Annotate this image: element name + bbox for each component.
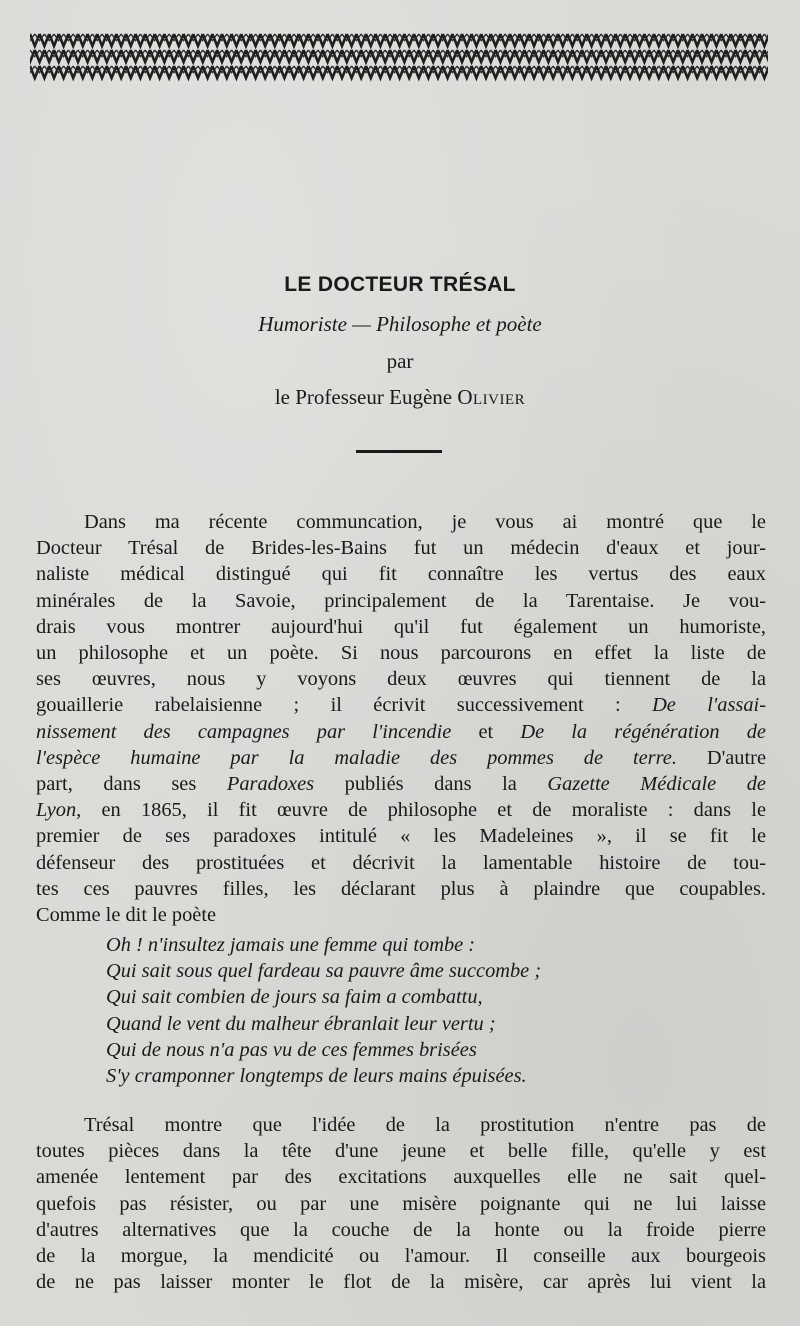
text-line (36, 797, 766, 823)
paragraph-2 (36, 1112, 766, 1295)
poem-verse: Oh ! n'insultez jamais une femme qui tombe : (106, 934, 476, 956)
text-line: Trésal montre que l'idée de la prostitution n'entre pas de (84, 1114, 766, 1136)
text-run: en 1865, il fit œuvre de philosophe et de moraliste : dans le (81, 799, 766, 822)
text-line: d'autres alternatives que la couche de la honte ou la froide pierre (36, 1218, 766, 1241)
author-surname: Olivier (457, 385, 526, 409)
text-line: de la morgue, la mendicité ou l'amour. Il conseille aux bourgeois (36, 1245, 766, 1268)
byline-par: par (386, 349, 414, 373)
article-title: LE DOCTEUR TRÉSAL (284, 273, 516, 296)
work-title-italic: Paradoxes (226, 773, 315, 796)
text-line: minérales de la Savoie, principalement de la Tarentaise. Je vou- (36, 589, 766, 612)
text-line: quefois pas résister, ou par une misère poignante qui ne lui laisse (36, 1192, 766, 1215)
author-byline (0, 385, 800, 410)
text-line: défenseur des prostituées et décrivit la lamentable histoire de tou- (36, 851, 766, 874)
author-prefix: le Professeur Eugène (274, 385, 458, 409)
text-run: gouaillerie rabelaisienne ; il écrivit successivement : (36, 694, 653, 717)
work-title-italic: De la régénération de (520, 720, 766, 743)
text-line: naliste médical distingué qui fit connaître les vertus des eaux (36, 563, 766, 586)
text-line (36, 771, 766, 797)
poem-verse: S'y cramponner longtemps de leurs mains épuisées. (106, 1065, 527, 1088)
text-line: Docteur Trésal de Brides-les-Bains fut un médecin d'eaux et jour- (36, 537, 766, 560)
work-title-italic: nissement des campagnes par l'incendie (36, 720, 452, 743)
title-separator-rule (356, 450, 442, 453)
poem-verse: Qui sait sous quel fardeau sa pauvre âme succombe ; (106, 960, 542, 983)
text-line: tes ces pauvres filles, les déclarant plus à plaindre que coupables. (36, 877, 766, 900)
text-run: part, dans ses (36, 773, 227, 796)
text-line: toutes pièces dans la tête d'une jeune et belle fille, qu'elle y est (36, 1140, 766, 1163)
text-line (36, 719, 766, 745)
text-line: un philosophe et un poète. Si nous parcourons en effet la liste de (36, 642, 766, 665)
text-run: publiés dans la (314, 773, 548, 796)
text-line (36, 745, 766, 771)
poem-quote (106, 932, 726, 1089)
text-line: Comme le dit le poète (36, 904, 217, 927)
text-run: D'autre (676, 746, 766, 769)
text-run: et (451, 720, 521, 743)
poem-verse: Qui sait combien de jours sa faim a combattu, (106, 986, 483, 1009)
work-title-italic: l'espèce humaine par la maladie des pommes de terre. (36, 746, 677, 769)
text-line: drais vous montrer aujourd'hui qu'il fut également un humoriste, (36, 615, 766, 638)
text-line: ses œuvres, nous y voyons deux œuvres qui tiennent de la (36, 668, 766, 691)
poem-verse: Quand le vent du malheur ébranlait leur vertu ; (106, 1012, 496, 1035)
article-subtitle: Humoriste — Philosophe et poète (258, 312, 542, 336)
text-line (36, 692, 766, 718)
text-line: amenée lentement par des excitations auxquelles elle ne sait quel- (36, 1166, 766, 1189)
text-line: premier de ses paradoxes intitulé « les Madeleines », il se fit le (36, 825, 766, 848)
text-line: de ne pas laisser monter le flot de la misère, car après lui vient la (36, 1271, 766, 1294)
decorative-border-ornament (30, 32, 768, 82)
paragraph-1 (36, 509, 766, 928)
work-title-italic: De l'assai- (652, 694, 766, 717)
poem-verse: Qui de nous n'a pas vu de ces femmes brisées (106, 1038, 477, 1061)
text-line: Dans ma récente communcation, je vous ai montré que le (84, 511, 766, 533)
journal-title-italic: Lyon, (36, 799, 82, 822)
journal-title-italic: Gazette Médicale de (547, 773, 766, 796)
